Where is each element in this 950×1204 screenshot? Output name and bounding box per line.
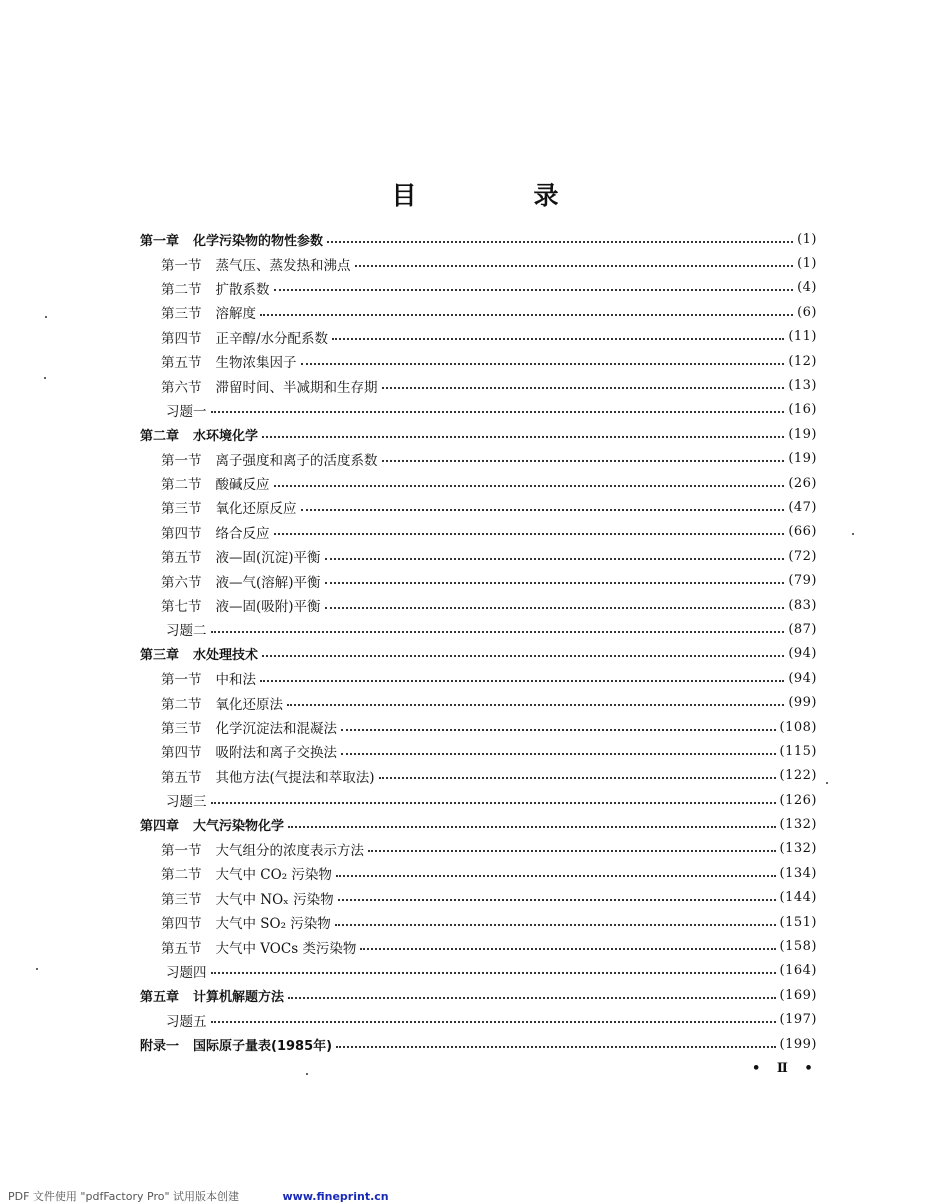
toc-leader-dots [274, 288, 794, 291]
toc-entry-number: 第五节 [161, 940, 202, 957]
toc-leader-dots [274, 532, 785, 535]
toc-section-row[interactable] [140, 300, 817, 324]
toc-section-row[interactable] [140, 837, 817, 861]
toc-page-number: (94) [788, 670, 817, 686]
toc-entry-number: 第五节 [161, 769, 202, 786]
toc-section-row[interactable] [140, 666, 817, 690]
toc-entry-title: 扩散系数 [215, 281, 270, 298]
toc-entry-number: 第一节 [161, 452, 202, 469]
scan-speck [852, 533, 854, 535]
toc-leader-dots [288, 996, 776, 999]
toc-page-number: (11) [788, 329, 817, 345]
toc-leader-dots [211, 1020, 776, 1023]
toc-leader-dots [336, 1045, 775, 1048]
toc-entry-number: 第四节 [161, 525, 202, 542]
toc-entry-number: 第一节 [161, 672, 202, 689]
toc-page-number: (1) [797, 231, 817, 247]
toc-leader-dots [262, 654, 784, 657]
toc-entry-title: 吸附法和离子交换法 [215, 745, 337, 762]
toc-page-number: (79) [788, 573, 817, 589]
toc-chapter-row[interactable] [140, 1032, 817, 1056]
toc-section-row[interactable] [140, 520, 817, 544]
toc-page-number: (19) [788, 426, 817, 442]
toc-entry-number: 第二节 [161, 281, 202, 298]
toc-entry-title: 大气中 SO₂ 污染物 [215, 916, 331, 933]
toc-exercise-row[interactable] [140, 788, 817, 812]
toc-leader-dots [274, 484, 785, 487]
toc-entry-number: 第二节 [161, 867, 202, 884]
toc-entry-title: 大气中 CO₂ 污染物 [215, 867, 332, 884]
toc-page-number: (197) [779, 1012, 817, 1028]
toc-page-number: (13) [788, 378, 817, 394]
toc-page-number: (47) [788, 499, 817, 515]
toc-chapter-row[interactable] [140, 642, 817, 666]
toc-entry-number: 第四节 [161, 330, 202, 347]
scan-speck [306, 1073, 308, 1075]
toc-exercise-row[interactable] [140, 398, 817, 422]
toc-page-number: (99) [788, 695, 817, 711]
toc-entry-number: 第四章 [140, 819, 180, 835]
toc-chapter-row[interactable] [140, 983, 817, 1007]
toc-entry-number: 第四节 [161, 745, 202, 762]
toc-entry-title: 化学沉淀法和混凝法 [215, 721, 337, 737]
toc-entry-number: 第二节 [161, 477, 202, 494]
toc-entry-title: 习题三 [166, 794, 207, 811]
toc-section-row[interactable] [140, 495, 817, 519]
toc-section-row[interactable] [140, 739, 817, 763]
page-title: 目 录 [391, 181, 605, 210]
toc-exercise-row[interactable] [140, 1008, 817, 1032]
toc-page-number: (132) [779, 841, 817, 857]
table-of-contents [140, 227, 817, 1056]
toc-entry-title: 水处理技术 [193, 648, 259, 664]
toc-leader-dots [335, 923, 776, 926]
toc-section-row[interactable] [140, 325, 817, 349]
toc-leader-dots [332, 337, 784, 340]
toc-section-row[interactable] [140, 544, 817, 568]
toc-entry-title: 中和法 [215, 672, 256, 689]
toc-entry-number: 附录一 [140, 1038, 180, 1054]
toc-entry-title: 习题四 [166, 964, 207, 981]
toc-entry-number: 第六节 [161, 574, 202, 591]
toc-page-number: (72) [788, 548, 817, 564]
scan-speck [45, 316, 47, 318]
toc-entry-title: 液—气(溶解)平衡 [215, 574, 321, 591]
toc-page-number: (16) [788, 402, 817, 418]
toc-section-row[interactable] [140, 934, 817, 958]
toc-entry-number: 第二章 [140, 428, 180, 444]
toc-leader-dots [338, 898, 776, 901]
watermark-link[interactable]: www.fineprint.cn [282, 1190, 389, 1203]
toc-section-row[interactable] [140, 593, 817, 617]
toc-entry-number: 第五节 [161, 355, 202, 372]
toc-entry-number: 第二节 [161, 696, 202, 713]
toc-entry-title: 习题二 [166, 623, 207, 640]
toc-entry-title: 液—固(吸附)平衡 [215, 599, 321, 616]
toc-leader-dots [341, 752, 776, 755]
toc-entry-title: 国际原子量表(1985年) [193, 1038, 333, 1054]
toc-leader-dots [260, 679, 784, 682]
toc-page-number: (144) [779, 890, 817, 906]
toc-leader-dots [327, 240, 793, 243]
toc-leader-dots [341, 728, 776, 731]
toc-entry-title: 溶解度 [215, 306, 256, 323]
toc-entry-number: 第三节 [161, 891, 202, 908]
scan-speck [44, 377, 46, 379]
toc-leader-dots [301, 362, 785, 365]
toc-page-number: (108) [779, 719, 817, 735]
toc-leader-dots [211, 630, 785, 633]
toc-entry-number: 第一章 [140, 233, 180, 249]
toc-section-row[interactable] [140, 373, 817, 397]
toc-entry-title: 正辛醇/水分配系数 [215, 330, 329, 347]
toc-section-row[interactable] [140, 690, 817, 714]
toc-leader-dots [211, 410, 785, 413]
toc-page-number: (122) [779, 768, 817, 784]
toc-leader-dots [379, 776, 776, 779]
toc-page-number: (199) [779, 1036, 817, 1052]
toc-leader-dots [288, 825, 776, 828]
toc-entry-title: 氧化还原反应 [215, 501, 297, 518]
toc-exercise-row[interactable] [140, 617, 817, 641]
toc-entry-number: 第七节 [161, 599, 202, 616]
toc-page-number: (158) [779, 939, 817, 955]
toc-leader-dots [336, 874, 776, 877]
toc-page-number: (26) [788, 475, 817, 491]
toc-leader-dots [262, 435, 784, 438]
toc-page-number: (19) [788, 451, 817, 467]
toc-section-row[interactable] [140, 886, 817, 910]
toc-entry-title: 其他方法(气提法和萃取法) [215, 769, 375, 786]
page-number-mark: • Ⅱ • [752, 1061, 819, 1076]
watermark-text: PDF 文件使用 "pdfFactory Pro" 试用版本创建 [8, 1190, 240, 1203]
toc-page-number: (4) [797, 280, 817, 296]
toc-page-number: (132) [779, 817, 817, 833]
toc-entry-title: 络合反应 [215, 525, 270, 542]
toc-entry-title: 酸碱反应 [215, 477, 270, 494]
toc-entry-title: 氧化还原法 [215, 696, 283, 713]
toc-entry-title: 习题一 [166, 403, 207, 420]
toc-entry-title: 滞留时间、半减期和生存期 [215, 379, 378, 396]
toc-entry-number: 第五节 [161, 550, 202, 567]
toc-entry-title: 大气中 NOₓ 污染物 [215, 891, 334, 908]
toc-chapter-row[interactable] [140, 422, 817, 446]
toc-leader-dots [382, 459, 785, 462]
toc-entry-number: 第一节 [161, 257, 202, 274]
toc-entry-title: 水环境化学 [193, 428, 259, 444]
toc-entry-title: 液—固(沉淀)平衡 [215, 550, 321, 567]
toc-page-number: (115) [779, 743, 817, 759]
toc-section-row[interactable] [140, 251, 817, 275]
toc-entry-number: 第三节 [161, 721, 202, 737]
toc-entry-title: 习题五 [166, 1013, 207, 1030]
toc-entry-title: 计算机解题方法 [193, 989, 285, 1005]
toc-leader-dots [368, 849, 776, 852]
toc-leader-dots [287, 703, 784, 706]
toc-section-row[interactable] [140, 910, 817, 934]
toc-section-row[interactable] [140, 715, 817, 739]
toc-entry-number: 第四节 [161, 916, 202, 933]
toc-section-row[interactable] [140, 276, 817, 300]
toc-leader-dots [260, 313, 793, 316]
toc-chapter-row[interactable] [140, 812, 817, 836]
toc-leader-dots [382, 386, 785, 389]
toc-leader-dots [325, 581, 785, 584]
toc-page-number: (12) [788, 353, 817, 369]
toc-leader-dots [211, 801, 776, 804]
toc-entry-number: 第一节 [161, 842, 202, 859]
toc-entry-title: 化学污染物的物性参数 [193, 233, 324, 249]
toc-page-number: (134) [779, 865, 817, 881]
scan-speck [826, 782, 828, 784]
toc-page-number: (83) [788, 597, 817, 613]
toc-entry-title: 生物浓集因子 [215, 355, 297, 372]
toc-chapter-row[interactable] [140, 227, 817, 251]
toc-page-number: (151) [779, 914, 817, 930]
toc-entry-number: 第三节 [161, 306, 202, 323]
toc-section-row[interactable] [140, 471, 817, 495]
toc-page-number: (87) [788, 621, 817, 637]
toc-section-row[interactable] [140, 447, 817, 471]
toc-entry-title: 蒸气压、蒸发热和沸点 [215, 257, 351, 274]
toc-entry-number: 第六节 [161, 379, 202, 396]
toc-entry-title: 大气组分的浓度表示方法 [215, 842, 364, 859]
toc-entry-title: 大气污染物化学 [193, 819, 285, 835]
toc-leader-dots [325, 606, 785, 609]
toc-section-row[interactable] [140, 861, 817, 885]
toc-leader-dots [211, 971, 776, 974]
toc-page-number: (1) [797, 256, 817, 272]
toc-exercise-row[interactable] [140, 959, 817, 983]
pdf-watermark [8, 1188, 389, 1204]
toc-entry-number: 第三节 [161, 501, 202, 518]
toc-leader-dots [325, 557, 785, 560]
toc-section-row[interactable] [140, 764, 817, 788]
toc-section-row[interactable] [140, 568, 817, 592]
toc-leader-dots [301, 508, 785, 511]
toc-page-number: (164) [779, 963, 817, 979]
toc-entry-number: 第五章 [140, 989, 180, 1005]
toc-leader-dots [360, 947, 775, 950]
scan-speck [36, 968, 38, 970]
toc-entry-title: 大气中 VOCs 类污染物 [215, 940, 357, 957]
toc-page-number: (66) [788, 524, 817, 540]
toc-page-number: (6) [797, 304, 817, 320]
toc-section-row[interactable] [140, 349, 817, 373]
toc-leader-dots [355, 264, 794, 267]
toc-page-number: (94) [788, 646, 817, 662]
toc-entry-number: 第三章 [140, 648, 180, 664]
toc-entry-title: 离子强度和离子的活度系数 [215, 452, 378, 469]
toc-page-number: (169) [779, 987, 817, 1003]
toc-page-number: (126) [779, 792, 817, 808]
